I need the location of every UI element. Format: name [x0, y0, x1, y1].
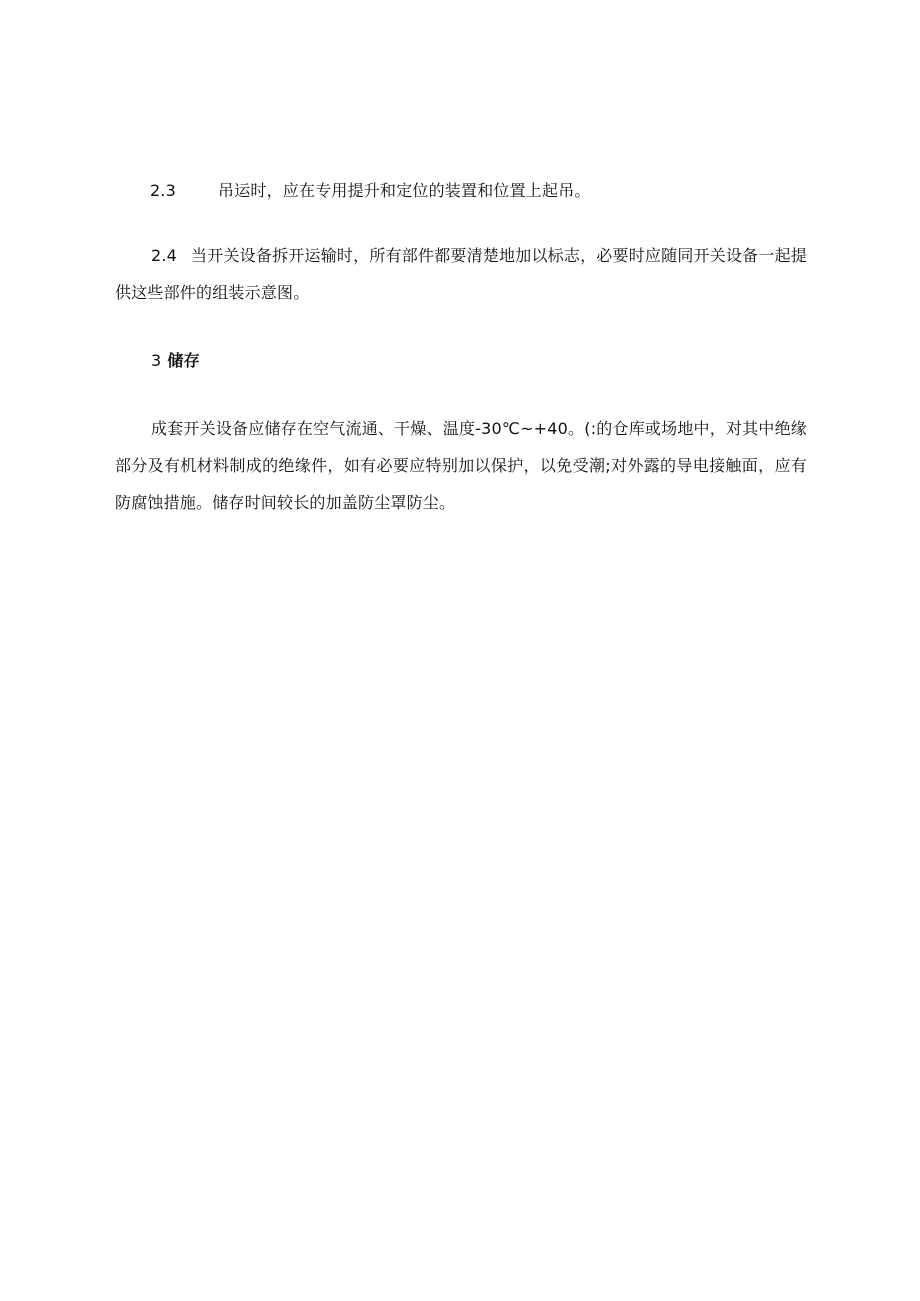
paragraph-text: 成套开关设备应储存在空气流通、干燥、温度-30℃~+40。(:的仓库或场地中，对其中绝缘部分及有机材料制成的绝缘件，如有必要应特别加以保护，以免受潮;对外露的导电接触面，应有防腐蚀措施。储存时间较长的加盖防尘罩防尘。	[115, 419, 807, 512]
section-title: 储存	[167, 351, 200, 370]
section-heading-3	[115, 342, 843, 379]
paragraph-text: 当开关设备拆开运输时，所有部件都要清楚地加以标志，必要时应随同开关设备一起提供这些部件的组装示意图。	[115, 246, 807, 302]
section-number: 2.3	[150, 181, 177, 200]
paragraph-text: 吊运时，应在专用提升和定位的装置和位置上起吊。	[218, 181, 591, 200]
section-number: 3	[151, 351, 162, 370]
section-number: 2.4	[151, 246, 178, 265]
paragraph-2-4	[115, 237, 807, 311]
paragraph-2-3	[115, 172, 807, 209]
paragraph-storage	[115, 410, 807, 521]
